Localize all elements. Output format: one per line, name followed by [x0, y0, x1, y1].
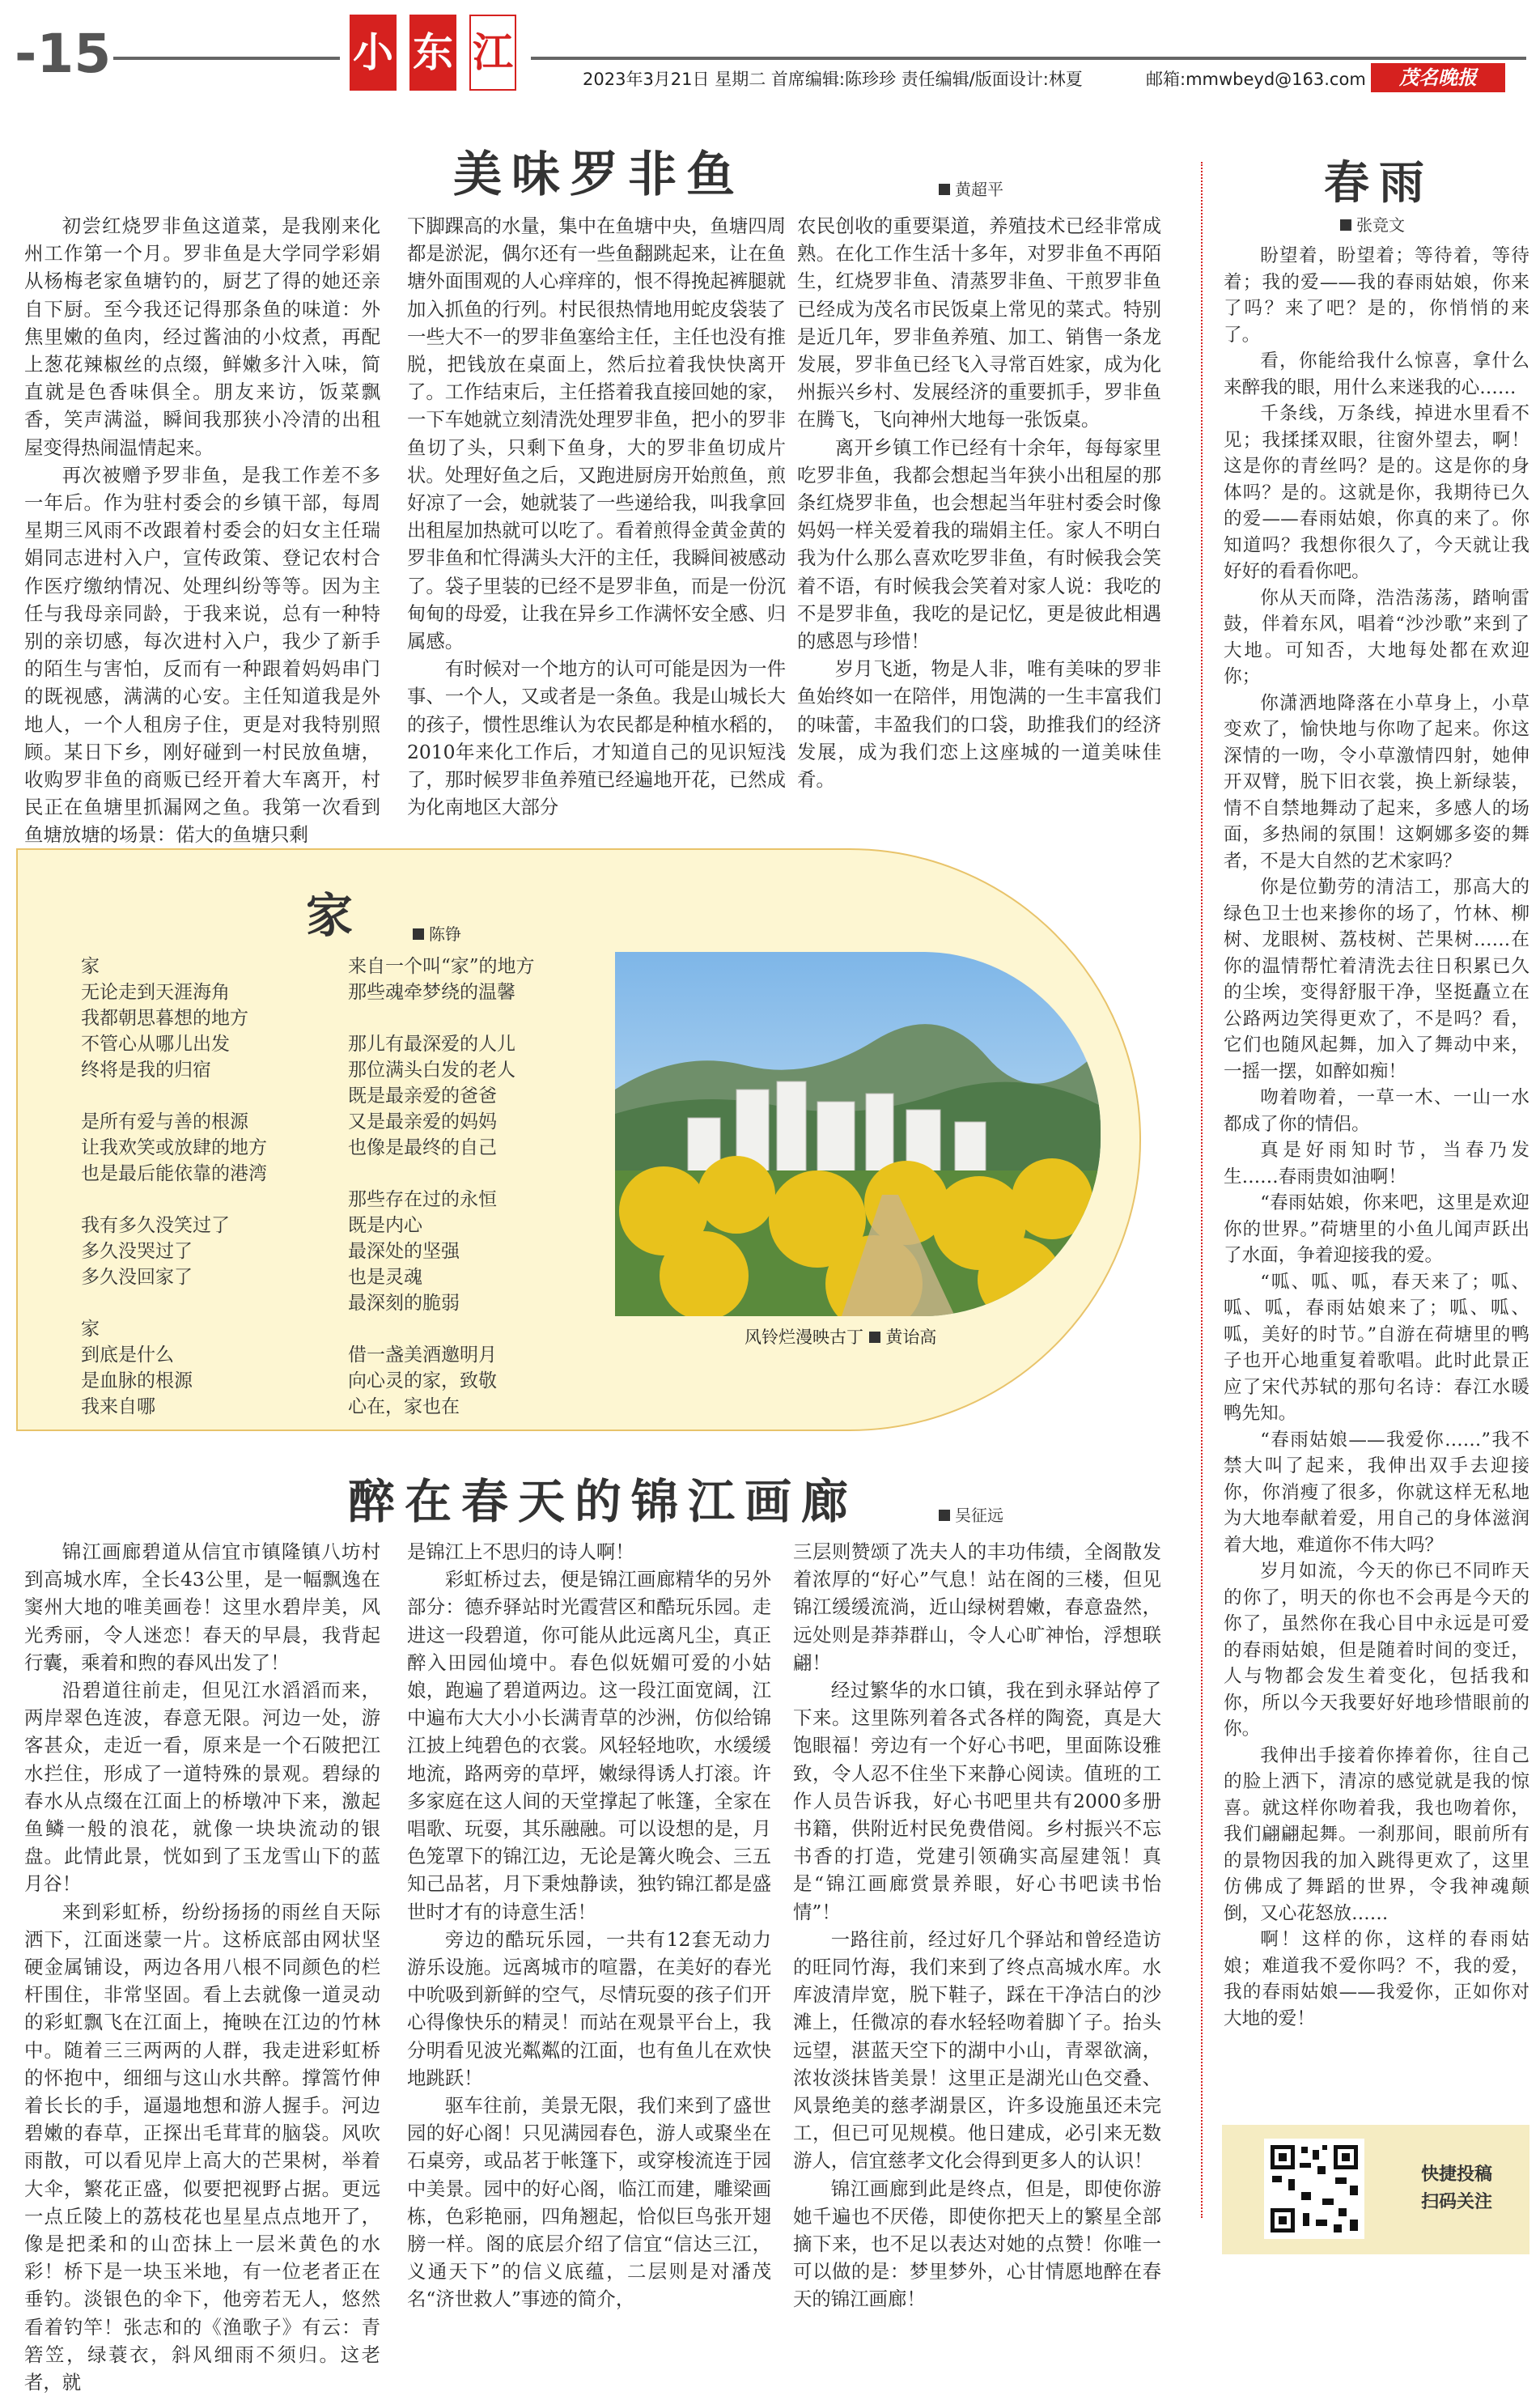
- photo-author: 黄诒高: [885, 1328, 937, 1347]
- byline-marker: [869, 1332, 880, 1343]
- paragraph: “春雨姑娘，你来吧，这里是欢迎你的世界。”荷塘里的小鱼儿闻声跃出了水面，争着迎接我的爱。: [1224, 1192, 1529, 1266]
- paragraph: 岁月如流，今天的你已不同昨天的你了，明天的你也不会再是今天的你了，虽然你在我心目中永远是可爱的春雨姑娘，但是随着时间的变迁，人与物都会发生着变化，包括我和你，所以今天我要好好地珍惜眼前的你。: [1224, 1561, 1529, 1740]
- article2-col2: [407, 1538, 771, 2313]
- poem-line: 是所有爱与善的根源: [81, 1111, 248, 1132]
- article2-byline: [939, 1502, 1003, 1526]
- paragraph: 看，你能给我什么惊喜，拿什么来醉我的眼，用什么来迷我的心……: [1224, 350, 1529, 398]
- photo-image: [615, 952, 1101, 1316]
- paragraph: “呱、呱、呱，春天来了；呱、呱、呱，春雨姑娘来了；呱、呱、呱，美好的时节。”自游在荷塘里的鸭子也开心地重复着歌唱。此时此景正应了宋代苏轼的那句名诗：春江水暖鸭先知。: [1224, 1271, 1529, 1424]
- paragraph: 三层则赞颂了冼夫人的丰功伟绩，全阁散发着浓厚的“好心”气息！站在阁的三楼，但见锦江缓缓流淌，近山绿树碧嫩，春意盎然，远处则是莽莽群山，令人心旷神怡，浮想联翩！: [793, 1540, 1161, 1674]
- paragraph: 你是位勤劳的清洁工，那高大的绿色卫士也来掺你的场了，竹林、柳树、龙眼树、荔枝树、芒果树……在你的温情帮忙着清洗去往日积累已久的尘埃，变得舒服干净，坚挺矗立在公路两边笑得更欢了，不是吗？看，它们也随风起舞，加入了舞动中来，一摇一摆，如醉如痴！: [1224, 877, 1529, 1082]
- paragraph: 下脚踝高的水量，集中在鱼塘中央，鱼塘四周都是淤泥，偶尔还有一些鱼翻跳起来，让在鱼塘外面围观的人心痒痒的，恨不得挽起裤腿就加入抓鱼的行列。村民很热情地用蛇皮袋装了一些大不一的罗非鱼塞给主任，主任也没有推脱，把钱放在桌面上，然后拉着我快快离开了。工作结束后，主任搭着我直接回她的家，一下车她就立刻清洗处理罗非鱼，把小的罗非鱼切了头，只剩下鱼身，大的罗非鱼切成片状。处理好鱼之后，又跑进厨房开始煎鱼，煎好凉了一会，她就装了一些递给我，叫我拿回出租屋加热就可以吃了。看着煎得金黄金黄的罗非鱼和忙得满头大汗的主任，我瞬间被感动了。袋子里装的已经不是罗非鱼，而是一份沉甸甸的母爱，让我在异乡工作满怀安全感、归属感。: [407, 215, 786, 653]
- paragraph: 你从天而降，浩浩荡荡，踏响雷鼓，伴着东风，唱着“沙沙歌”来到了大地。可知否，大地每处都在欢迎你；: [1224, 587, 1529, 687]
- article1-byline: [939, 176, 1003, 200]
- paragraph: 盼望着，盼望着；等待着，等待着；我的爱——我的春雨姑娘，你来了吗？来了吧？是的，你悄悄的来了。: [1224, 245, 1529, 346]
- paragraph: 锦江画廊到此是终点，但是，即使你游她千遍也不厌倦，即使你把天上的繁星全部摘下来，也不足以表达对她的点赞！你唯一可以做的是：梦里梦外，心甘情愿地醉在春天的锦江画廊！: [793, 2177, 1161, 2311]
- poem-line: 来自一个叫“家”的地方: [348, 956, 535, 977]
- byline-marker: [939, 1510, 950, 1521]
- poem-line: 不管心从哪儿出发: [81, 1034, 230, 1055]
- poem-line: 最深处的坚强: [348, 1241, 460, 1262]
- paragraph: 锦江画廊碧道从信宜市镇隆镇八坊村到高城水库，全长43公里，是一幅飘逸在窦州大地的唯美画卷！这里水碧岸美，风光秀丽，令人迷恋！春天的早晨，我背起行囊，乘着和煦的春风出发了！: [24, 1540, 380, 1674]
- poem-line: 最深刻的脆弱: [348, 1293, 460, 1314]
- poem-line: 让我欢笑或放肆的地方: [81, 1137, 267, 1158]
- poem-line: [81, 1290, 340, 1316]
- poem-line: 借一盏美酒邀明月: [348, 1345, 497, 1366]
- poem-line: [81, 1187, 340, 1213]
- poem-line: 那些魂牵梦绕的温馨: [348, 982, 515, 1003]
- article3-byline: [1340, 212, 1405, 236]
- article1-title: 美味罗非鱼: [453, 147, 745, 203]
- section-char-2: 东: [409, 15, 456, 91]
- poem-line: 那儿有最深爱的人儿: [348, 1034, 515, 1055]
- poem-line: 心在，家也在: [348, 1396, 460, 1417]
- poem-col1: [81, 954, 340, 1420]
- poem-line: [348, 1161, 607, 1187]
- poem-line: 我有多久没笑过了: [81, 1215, 230, 1236]
- poem-line: 终将是我的归宿: [81, 1060, 211, 1081]
- poem-line: 又是最亲爱的妈妈: [348, 1111, 497, 1132]
- poem-line: 无论走到天涯海角: [81, 982, 230, 1003]
- poem-line: 家: [81, 1319, 100, 1340]
- edition-meta: 2023年3月21日 星期二 首席编辑:陈珍珍 责任编辑/版面设计:林夏: [583, 70, 1083, 89]
- paragraph: 驱车往前，美景无限，我们来到了盛世园的好心阁！只见满园春色，游人或聚坐在石桌旁，或品茗于帐篷下，或穿梭流连于园中美景。园中的好心阁，临江而建，雕梁画栋，色彩艳丽，四角翘起，恰似巨鸟张开翅膀一样。阁的底层介绍了信宜“信达三江，义通天下”的信义底蕴，二层则是对潘茂名“济世救人”事迹的简介，: [407, 2094, 771, 2311]
- caption-text: 风铃烂漫映古丁: [745, 1328, 863, 1347]
- qr-text-2: 扫码关注: [1421, 2192, 1493, 2212]
- paragraph: 初尝红烧罗非鱼这道菜，是我刚来化州工作第一个月。罗非鱼是大学同学彩娟从杨梅老家鱼塘钓的，厨艺了得的她还亲自下厨。至今我还记得那条鱼的味道：外焦里嫩的鱼肉，经过酱油的小炆煮，再配上葱花辣椒丝的点缀，鲜嫩多汁入味，简直就是色香味俱全。朋友来访，饭菜飘香，笑声满溢，瞬间我那狭小冷清的出租屋变得热闹温情起来。: [24, 215, 380, 459]
- byline-marker: [413, 928, 424, 940]
- paragraph: 沿碧道往前走，但见江水滔滔而来，两岸翠色连波，春意无限。河边一处，游客甚众，走近一看，原来是一个石陂把江水拦住，形成了一道特殊的景观。碧绿的春水从点缀在江面上的桥墩冲下来，激起鱼鳞一般的浪花，就像一块块流动的银盘。此情此景，恍如到了玉龙雪山下的蓝月谷！: [24, 1679, 380, 1896]
- email-address: 邮箱:mmwbeyd@163.com: [1146, 70, 1366, 89]
- poem-line: 那位满头白发的老人: [348, 1060, 515, 1081]
- qr-code-icon: [1264, 2139, 1364, 2239]
- poem-line: [348, 1005, 607, 1031]
- paragraph: 再次被赠予罗非鱼，是我工作差不多一年后。作为驻村委会的乡镇干部，每周星期三风雨不改跟着村委会的妇女主任瑞娟同志进村入户，宣传政策、登记农村合作医疗缴纳情况、处理纠纷等等。因为主任与我母亲同龄，于我来说，总有一种特别的亲切感，每次进村入户，我少了新手的陌生与害怕，反而有一种跟着妈妈串门的既视感，满满的心安。主任知道我是外地人，一个人租房子住，更是对我特别照顾。某日下乡，刚好碰到一村民放鱼塘，收购罗非鱼的商贩已经开着大车离开，村民正在鱼塘里抓漏网之鱼。我第一次看到鱼塘放塘的场景：偌大的鱼塘只剩: [24, 463, 380, 847]
- poem-line: 多久没回家了: [81, 1267, 193, 1288]
- paragraph: 一路往前，经过好几个驿站和曾经造访的旺同竹海，我们来到了终点高城水库。水库波清岸宽，脱下鞋子，踩在干净洁白的沙滩上，任微凉的春水轻轻吻着脚丫子。抬头远望，湛蓝天空下的湖中小山，青翠欲滴，浓妆淡抹皆美景！这里正是湖光山色交叠、风景绝美的慈孝湖景区，许多设施虽还未完工，但已可见规模。他日建成，必引来无数游人，信宜慈孝文化会得到更多人的认识！: [793, 1927, 1161, 2173]
- paragraph: 有时候对一个地方的认可可能是因为一件事、一个人，又或者是一条鱼。我是山城长大的孩子，惯性思维认为农民都是种植水稻的，2010年来化工作后，才知道自己的见识短浅了，那时候罗非鱼养殖已经遍地开花，已然成为化南地区大部分: [407, 657, 786, 819]
- section-char-1: 小: [350, 15, 397, 91]
- article1-author: 黄超平: [955, 180, 1003, 199]
- poem-line: 也是灵魂: [348, 1267, 422, 1288]
- article3-author: 张竞文: [1356, 215, 1405, 235]
- photo-caption: [745, 1324, 936, 1349]
- page-number: -15: [15, 23, 112, 85]
- article3-title: 春雨: [1324, 156, 1434, 210]
- paragraph: 吻着吻着，一草一木、一山一水都成了你的情侣。: [1224, 1087, 1529, 1135]
- paragraph: 我伸出手接着你捧着你，往自己的脸上洒下，清凉的感觉就是我的惊喜。就这样你吻着我，我也吻着你，我们翩翩起舞。一刹那间，眼前所有的景物因我的加入跳得更欢了，这里仿佛成了舞蹈的世界，令我神魂颠倒，又心花怒放……: [1224, 1744, 1529, 1924]
- article3-body: [1224, 243, 1529, 2032]
- header-rule-right: [531, 57, 1526, 60]
- poem-line: 也像是最终的自己: [348, 1137, 497, 1158]
- poem-title: 家: [306, 888, 363, 943]
- article2-col3: [793, 1538, 1161, 2313]
- poem-line: 多久没哭过了: [81, 1241, 193, 1262]
- paragraph: 旁边的酷玩乐园，一共有12套无动力游乐设施。远离城市的喧嚣，在美好的春光中吮吸到新鲜的空气，尽情玩耍的孩子们开心得像快乐的精灵！而站在观景平台上，我分明看见波光粼粼的江面，也有鱼儿在欢快地跳跃！: [407, 1927, 771, 2089]
- poem-line: 到底是什么: [81, 1345, 174, 1366]
- poem-author: 陈铮: [429, 924, 461, 944]
- poem-line: 是血脉的根源: [81, 1370, 193, 1391]
- paragraph: 经过繁华的水口镇，我在到永驿站停了下来。这里陈列着各式各样的陶瓷，真是大饱眼福！旁边有一个好心书吧，里面陈设雅致，令人忍不住坐下来静心阅读。值班的工作人员告诉我，好心书吧里共有2000多册书籍，供附近村民免费借阅。乡村振兴不忘书香的打造，党建引领确实高屋建瓴！真是“锦江画廊赏景养眼，好心书吧读书怡情”！: [793, 1679, 1161, 1923]
- byline-marker: [939, 184, 950, 195]
- poem-line: 那些存在过的永恒: [348, 1189, 497, 1210]
- poem-line: [81, 1083, 340, 1109]
- paragraph: 是锦江上不思归的诗人啊！: [407, 1540, 634, 1563]
- poem-line: 我都朝思暮想的地方: [81, 1008, 248, 1029]
- photo-landscape: [615, 952, 1101, 1316]
- paragraph: 啊！这样的你，这样的春雨姑娘；难道我不爱你吗？不，我的爱，我的春雨姑娘——我爱你，正如你对大地的爱！: [1224, 1929, 1529, 2029]
- paragraph: 真是好雨知时节，当春乃发生……春雨贵如油啊！: [1224, 1140, 1529, 1187]
- article2-title: 醉在春天的锦江画廊: [348, 1474, 859, 1529]
- column-separator: [1201, 162, 1203, 2218]
- qr-caption: [1421, 2161, 1492, 2216]
- poem-line: 我来自哪: [81, 1396, 155, 1417]
- article2-col1: [24, 1538, 380, 2396]
- article1-col3: [797, 212, 1161, 793]
- poem-line: 家: [81, 956, 100, 977]
- article1-col2: [407, 212, 786, 821]
- poem-line: 也是最后能依靠的港湾: [81, 1163, 267, 1184]
- paragraph: 农民创收的重要渠道，养殖技术已经非常成熟。在化工作生活十多年，对罗非鱼不再陌生，红烧罗非鱼、清蒸罗非鱼、干煎罗非鱼已经成为茂名市民饭桌上常见的菜式。特别是近几年，罗非鱼养殖、加工、销售一条龙发展，罗非鱼已经飞入寻常百姓家，成为化州振兴乡村、发展经济的重要抓手，罗非鱼在腾飞，飞向神州大地每一张饭桌。: [797, 215, 1161, 431]
- poem-line: 既是最亲爱的爸爸: [348, 1085, 497, 1107]
- article1-col1: [24, 212, 380, 849]
- paragraph: 来到彩虹桥，纷纷扬扬的雨丝自天际洒下，江面迷蒙一片。这桥底部由网状坚硬金属铺设，两边各用八根不同颜色的栏杆围住，非常坚固。看上去就像一道灵动的彩虹飘飞在江面上，掩映在江边的竹林中。随着三三两两的人群，我走进彩虹桥的怀抱中，细细与这山水共醉。撑篙竹伸着长长的手，逼遢地想和游人握手。河边碧嫩的春草，正探出毛茸茸的脑袋。风吹雨散，可以看见岸上高大的芒果树，举着大伞，繁花正盛，似要把视野占据。更远一点丘陵上的荔枝花也星星点点地开了，像是把柔和的山峦抹上一层米黄色的水彩！桥下是一块玉米地，有一位老者正在垂钓。淡银色的伞下，他旁若无人，悠然看着钓竿！张志和的《渔歌子》有云：青箬笠，绿蓑衣，斜风细雨不须归。这老者，就: [24, 1900, 380, 2394]
- poem-line: [348, 1316, 607, 1342]
- article2-author: 吴征远: [955, 1506, 1003, 1525]
- paper-logo: 茂名晚报: [1371, 63, 1505, 92]
- byline-marker: [1340, 219, 1351, 231]
- header-rule-left: [113, 57, 340, 60]
- paragraph: “春雨姑娘——我爱你……”我不禁大叫了起来，我伸出双手去迎接你，你消瘦了很多，你就这样无私地为大地奉献着爱，用自己的身体滋润着大地，难道你不伟大吗？: [1224, 1429, 1529, 1556]
- poem-col2: [348, 954, 607, 1420]
- paragraph: 彩虹桥过去，便是锦江画廊精华的另外部分：德乔驿站时光霞营区和酷玩乐园。走进这一段碧道，你可能从此远离凡尘，真正醉入田园仙境中。春色似妩媚可爱的小姑娘，跑遍了碧道两边。这一段江面宽阔，江中遍布大大小小长满青草的沙洲，仿似给锦江披上纯碧色的衣裳。风轻轻地吹，水缓缓地流，路两旁的草坪，嫩绿得诱人打滚。许多家庭在这人间的天堂撑起了帐篷，全家在唱歌、玩耍，其乐融融。可以设想的是，月色笼罩下的锦江边，无论是篝火晚会、三五知己品茗，月下秉烛静读，独钓锦江都是盛世时才有的诗意生活！: [407, 1568, 771, 1923]
- paragraph: 岁月飞逝，物是人非，唯有美味的罗非鱼始终如一在陪伴，用饱满的一生丰富我们的味蕾，丰盈我们的口袋，助推我们的经济发展，成为我们恋上这座城的一道美味佳肴。: [797, 657, 1161, 792]
- poem-line: 向心灵的家，致敬: [348, 1370, 497, 1391]
- paragraph: 千条线，万条线，掉进水里看不见；我揉揉双眼，往窗外望去，啊！这是你的青丝吗？是的。这是你的身体吗？是的。这就是你，我期待已久的爱——春雨姑娘，你真的来了。你知道吗？我想你很久了，今天就让我好好的看看你吧。: [1224, 403, 1529, 582]
- paragraph: 离开乡镇工作已经有十余年，每每家里吃罗非鱼，我都会想起当年狭小出租屋的那条红烧罗非鱼，也会想起当年驻村委会时像妈妈一样关爱着我的瑞娟主任。家人不明白我为什么那么喜欢吃罗非鱼，有时候我会笑着不语，有时候我会笑着对家人说：我吃的不是罗非鱼，我吃的是记忆，更是彼此相遇的感恩与珍惜！: [797, 435, 1161, 653]
- qr-text-1: 快捷投稿: [1421, 2164, 1493, 2185]
- poem-line: 既是内心: [348, 1215, 422, 1236]
- qr-code[interactable]: [1264, 2139, 1364, 2239]
- poem-byline: [413, 921, 461, 945]
- section-char-3: 江: [469, 15, 516, 91]
- paragraph: 你潇洒地降落在小草身上，小草变欢了，愉快地与你吻了起来。你这深情的一吻，令小草激情四射，她伸开双臂，脱下旧衣裳，换上新绿装，情不自禁地舞动了起来，多感人的场面，多热闹的氛围！这婀娜多姿的舞者，不是大自然的艺术家吗？: [1224, 692, 1529, 872]
